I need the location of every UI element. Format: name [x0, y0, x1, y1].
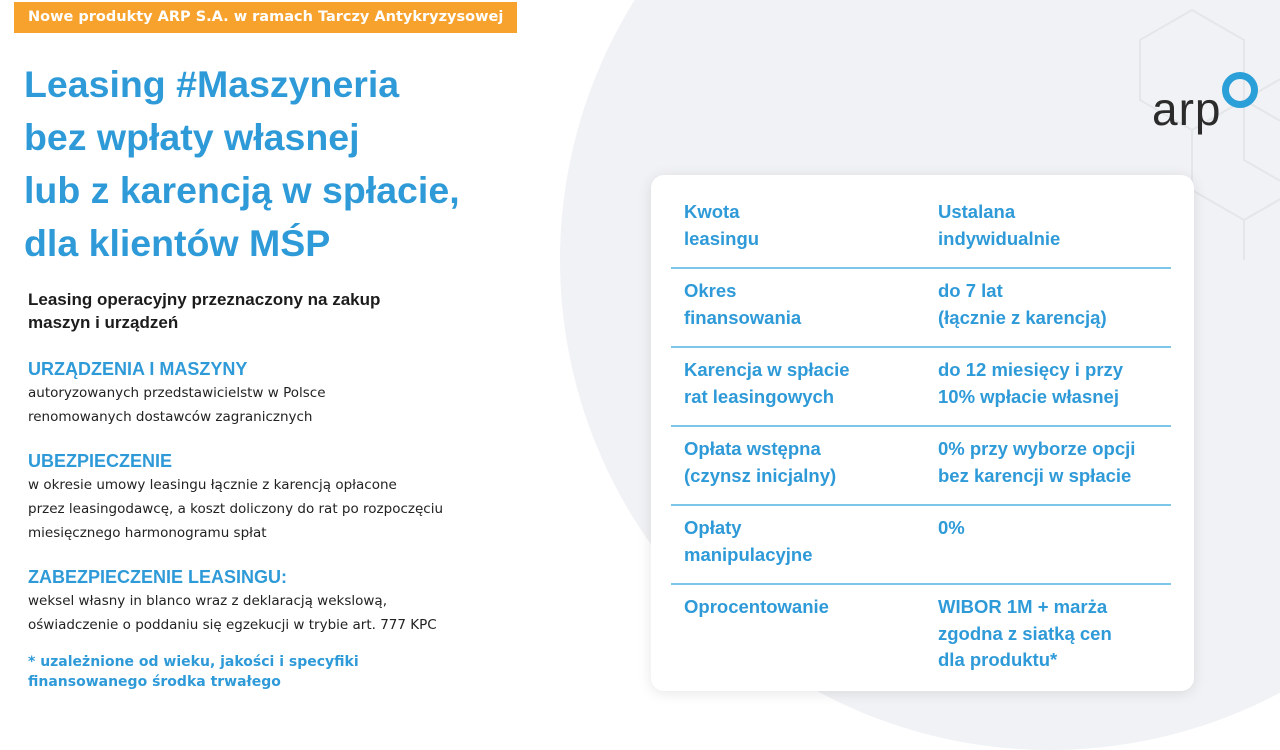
leasing-terms-card	[651, 175, 1194, 691]
terms-value-line: WIBOR 1M + marża	[938, 596, 1108, 617]
terms-row	[671, 436, 1171, 506]
section-security	[28, 565, 548, 637]
terms-label	[671, 515, 938, 583]
terms-value-line: 10% wpłacie własnej	[938, 385, 1119, 407]
terms-label-line: Opłata wstępna	[684, 438, 821, 459]
headline-line: Leasing #Maszyneria	[24, 63, 400, 105]
section-devices	[28, 357, 548, 429]
terms-label	[671, 436, 938, 504]
section-text-line: renomowanych dostawców zagranicznych	[28, 409, 313, 425]
subtitle-line: maszyn i urządzeń	[28, 313, 179, 332]
terms-value-line: (łącznie z karencją)	[938, 306, 1107, 328]
terms-value-line: 0%	[938, 517, 965, 538]
section-text-line: przez leasingodawcę, a koszt doliczony do rat po rozpoczęciu	[28, 501, 443, 517]
terms-value	[938, 278, 1171, 346]
terms-value-line: indywidualnie	[938, 227, 1061, 249]
footnote-line: * uzależnione od wieku, jakości i specyfiki	[28, 654, 359, 670]
arp-logo-ring-icon	[1222, 72, 1258, 108]
terms-value	[938, 594, 1171, 678]
terms-row	[671, 278, 1171, 348]
terms-value-line: dla produktu*	[938, 649, 1058, 670]
headline	[24, 58, 460, 270]
headline-line: bez wpłaty własnej	[24, 116, 360, 158]
terms-value-line: bez karencji w spłacie	[938, 464, 1132, 486]
terms-value	[938, 436, 1171, 504]
section-title: UBEZPIECZENIE	[28, 451, 173, 471]
terms-value-line: Ustalana	[938, 201, 1016, 222]
product-subtitle	[28, 288, 528, 334]
terms-row	[671, 594, 1171, 678]
logo-text: arp	[1152, 83, 1222, 135]
terms-value	[938, 357, 1171, 425]
terms-label-line: finansowania	[684, 306, 802, 328]
terms-label-line: Karencja w spłacie	[684, 359, 850, 380]
section-insurance	[28, 449, 548, 545]
headline-line: dla klientów MŚP	[24, 222, 331, 264]
headline-line: lub z karencją w spłacie,	[24, 169, 460, 211]
terms-value	[938, 199, 1171, 267]
terms-label-line: Opłaty	[684, 517, 742, 538]
terms-row	[671, 357, 1171, 427]
subtitle-line: Leasing operacyjny przeznaczony na zakup	[28, 290, 381, 309]
terms-label-line: manipulacyjne	[684, 543, 813, 565]
terms-label	[671, 594, 938, 678]
footnote-line: finansowanego środka trwałego	[28, 674, 281, 690]
terms-label-line: Oprocentowanie	[684, 596, 829, 617]
terms-value-line: 0% przy wyborze opcji	[938, 438, 1136, 459]
section-title: URZĄDZENIA I MASZYNY	[28, 359, 248, 379]
terms-label	[671, 357, 938, 425]
footnote	[28, 652, 428, 692]
terms-label-line: Okres	[684, 280, 737, 301]
terms-label-line: rat leasingowych	[684, 385, 835, 407]
section-text-line: w okresie umowy leasingu łącznie z karencją opłacone	[28, 477, 397, 493]
terms-label-line: leasingu	[684, 227, 760, 249]
terms-value-line: zgodna z siatką cen	[938, 622, 1112, 644]
terms-label-line: Kwota	[684, 201, 740, 222]
terms-value-line: do 7 lat	[938, 280, 1003, 301]
terms-row	[671, 199, 1171, 269]
section-text-line: oświadczenie o poddaniu się egzekucji w trybie art. 777 KPC	[28, 617, 437, 633]
terms-label	[671, 278, 938, 346]
section-text-line: weksel własny in blanco wraz z deklaracją wekslową,	[28, 593, 387, 609]
section-text-line: autoryzowanych przedstawicielstw w Polsce	[28, 385, 326, 401]
terms-value-line: do 12 miesięcy i przy	[938, 359, 1124, 380]
terms-value	[938, 515, 1171, 583]
arp-logo	[1148, 70, 1260, 142]
terms-row	[671, 515, 1171, 585]
terms-label	[671, 199, 938, 267]
section-title: ZABEZPIECZENIE LEASINGU:	[28, 567, 288, 587]
terms-label-line: (czynsz inicjalny)	[684, 464, 837, 486]
campaign-banner: Nowe produkty ARP S.A. w ramach Tarczy Antykryzysowej	[14, 2, 517, 33]
section-text-line: miesięcznego harmonogramu spłat	[28, 525, 267, 541]
